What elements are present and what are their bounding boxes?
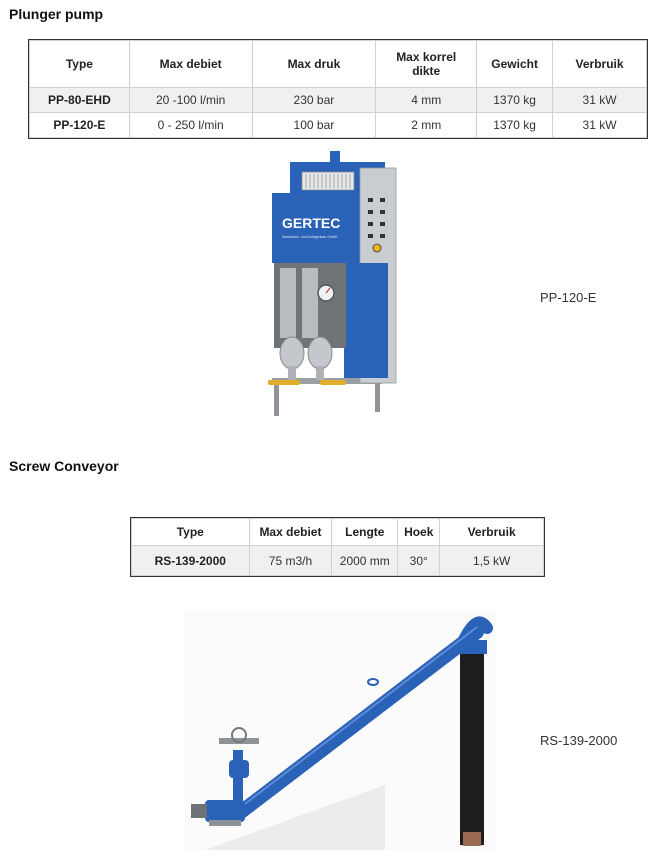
table-header-row <box>132 519 544 546</box>
column-header: Hoek <box>398 519 440 546</box>
table-row <box>30 88 647 113</box>
column-header: Max korrel dikte <box>376 41 477 88</box>
screw-section-title: Screw Conveyor <box>9 458 119 474</box>
motor-end-cap <box>191 804 207 818</box>
table-cell: PP-120-E <box>30 113 130 138</box>
pump-top-pipe <box>330 151 340 165</box>
table-cell: 75 m3/h <box>249 546 332 576</box>
pump-handle <box>268 380 300 385</box>
column-header: Verbruik <box>440 519 544 546</box>
pump-frame-leg <box>274 384 279 416</box>
pump-handle <box>320 380 346 385</box>
pump-cylinder <box>280 268 296 338</box>
table-cell: 4 mm <box>376 88 477 113</box>
table-row <box>132 546 544 576</box>
plunger-spec-table <box>29 40 647 138</box>
table-cell: 2 mm <box>376 113 477 138</box>
pump-head <box>280 337 304 369</box>
column-header: Type <box>132 519 250 546</box>
motor-base <box>209 820 241 826</box>
column-header: Verbruik <box>553 41 647 88</box>
pump-brand-logo: GERTEC <box>282 215 341 231</box>
column-header: Type <box>30 41 130 88</box>
pipe-end <box>463 832 481 846</box>
vertical-pipe <box>460 650 484 845</box>
table-cell: 20 -100 l/min <box>129 88 252 113</box>
pump-lower-cabinet <box>344 263 388 378</box>
table-cell: RS-139-2000 <box>132 546 250 576</box>
table-cell: 230 bar <box>252 88 376 113</box>
column-header: Max druk <box>252 41 376 88</box>
table-cell: 1,5 kW <box>440 546 544 576</box>
column-header: Gewicht <box>477 41 553 88</box>
table-cell: 100 bar <box>252 113 376 138</box>
plunger-section-title: Plunger pump <box>9 6 104 22</box>
drive-motor <box>205 800 245 822</box>
table-cell: 1370 kg <box>477 113 553 138</box>
pump-outlet <box>288 366 296 380</box>
plunger-pump-image <box>260 148 420 423</box>
table-row <box>30 113 647 138</box>
screw-spec-table <box>131 518 544 576</box>
inlet-housing <box>229 760 249 778</box>
table-cell: 2000 mm <box>332 546 398 576</box>
column-header: Max debiet <box>129 41 252 88</box>
plunger-image-caption: PP-120-E <box>540 290 597 305</box>
table-cell: 0 - 250 l/min <box>129 113 252 138</box>
table-cell: 31 kW <box>553 113 647 138</box>
table-cell: PP-80-EHD <box>30 88 130 113</box>
pump-outlet <box>316 366 324 380</box>
table-cell: 30° <box>398 546 440 576</box>
table-cell: 31 kW <box>553 88 647 113</box>
pump-frame-leg <box>375 384 380 412</box>
emergency-stop-icon <box>373 244 381 252</box>
column-header: Max debiet <box>249 519 332 546</box>
table-cell: 1370 kg <box>477 88 553 113</box>
table-header-row <box>30 41 647 88</box>
pump-brand-subtitle: Maschinen- und Anlagenbau GmbH <box>282 235 338 239</box>
pump-head <box>308 337 332 369</box>
screw-conveyor-image <box>185 610 495 850</box>
screw-image-caption: RS-139-2000 <box>540 733 618 748</box>
pump-cylinder <box>302 268 318 338</box>
column-header: Lengte <box>332 519 398 546</box>
